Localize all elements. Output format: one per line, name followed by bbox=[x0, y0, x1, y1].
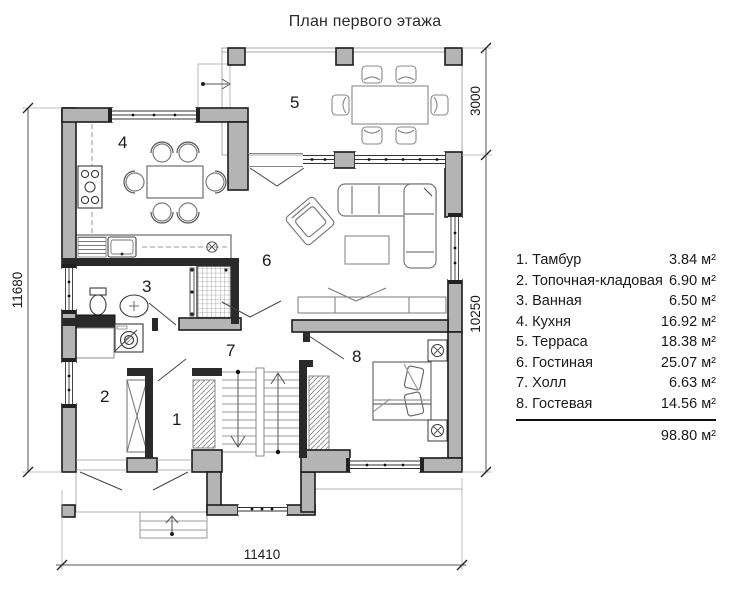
room-label-4: 4 bbox=[118, 133, 128, 152]
legend-area: 18.38 м² bbox=[660, 334, 716, 350]
dim-right-bottom-value: 10250 bbox=[468, 295, 483, 333]
legend-label: 2. Топочная-кладовая bbox=[516, 272, 663, 289]
legend-row bbox=[516, 373, 716, 394]
kitchen-counter bbox=[76, 235, 231, 259]
door-terrace bbox=[250, 168, 304, 186]
legend-area: 14.56 м² bbox=[660, 395, 716, 412]
room-legend bbox=[516, 250, 716, 444]
dimension-right-bottom bbox=[462, 155, 492, 477]
window-entry bbox=[238, 505, 287, 515]
legend-total-area: 98.80 м² bbox=[660, 428, 716, 444]
stairs-up-arrow bbox=[271, 373, 285, 454]
door-entrance-right bbox=[153, 472, 188, 490]
shower bbox=[190, 266, 231, 318]
window-room8-bottom bbox=[346, 458, 424, 472]
legend-row bbox=[516, 250, 716, 271]
door-entrance-left bbox=[80, 472, 122, 490]
legend-area: 25.07 м² bbox=[660, 354, 716, 371]
legend-label: 6. Гостиная bbox=[516, 354, 593, 371]
legend-row bbox=[516, 271, 716, 292]
dimension-bottom bbox=[56, 478, 467, 570]
stove bbox=[78, 166, 102, 208]
legend-label: 7. Холл bbox=[516, 375, 567, 391]
armchair bbox=[285, 196, 336, 247]
washbasin bbox=[120, 295, 148, 317]
legend-label: 8. Гостевая bbox=[516, 395, 593, 412]
legend-label: 3. Ванная bbox=[516, 293, 582, 309]
porch-steps bbox=[140, 512, 207, 538]
radiator-right bbox=[309, 376, 329, 450]
legend-label: 4. Кухня bbox=[516, 313, 571, 330]
room-label-3: 3 bbox=[142, 277, 152, 296]
nightstand-top bbox=[428, 340, 447, 361]
dim-right-top-value: 3000 bbox=[468, 85, 483, 117]
legend-area: 6.63 м² bbox=[668, 375, 716, 391]
legend-area: 6.90 м² bbox=[668, 272, 716, 289]
dim-bottom-value: 11410 bbox=[243, 547, 281, 562]
room-label-5: 5 bbox=[290, 93, 300, 112]
coffee-table bbox=[345, 236, 389, 264]
bed bbox=[373, 362, 431, 420]
room-label-2: 2 bbox=[100, 387, 110, 406]
terrace-table bbox=[352, 86, 428, 124]
window-left-room2 bbox=[62, 358, 76, 408]
room-label-1: 1 bbox=[172, 410, 182, 429]
page-title: План первого этажа bbox=[288, 13, 442, 30]
wardrobe bbox=[127, 380, 147, 452]
legend-row bbox=[516, 353, 716, 374]
legend-label: 1. Тамбур bbox=[516, 252, 582, 268]
window-kitchen-top bbox=[108, 108, 200, 122]
sink bbox=[108, 237, 136, 257]
legend-row bbox=[516, 291, 716, 312]
dimension-right-top bbox=[462, 43, 492, 160]
window-left-bath bbox=[62, 264, 76, 314]
stairs-down-arrow bbox=[231, 370, 245, 447]
kitchen-table bbox=[147, 166, 203, 198]
legend-area: 3.84 м² bbox=[668, 252, 716, 268]
legend-area: 6.50 м² bbox=[668, 293, 716, 309]
toilet bbox=[90, 288, 106, 315]
door-room1-hall bbox=[158, 359, 186, 381]
room-label-7: 7 bbox=[226, 341, 236, 360]
legend-row bbox=[516, 312, 716, 333]
room-label-6: 6 bbox=[262, 251, 272, 270]
nightstand-bottom bbox=[428, 420, 447, 441]
dim-left-value: 11680 bbox=[10, 271, 25, 309]
door-room8 bbox=[306, 334, 344, 359]
dimension-left bbox=[10, 103, 62, 477]
stairs bbox=[222, 368, 299, 456]
tv-stand bbox=[298, 288, 446, 313]
legend-row bbox=[516, 394, 716, 415]
room-label-8: 8 bbox=[352, 347, 362, 366]
window-living-right bbox=[448, 213, 462, 284]
legend-area: 16.92 м² bbox=[660, 313, 716, 330]
legend-label: 5. Терраса bbox=[516, 334, 588, 350]
radiator-left bbox=[193, 380, 215, 448]
legend-row bbox=[516, 332, 716, 353]
